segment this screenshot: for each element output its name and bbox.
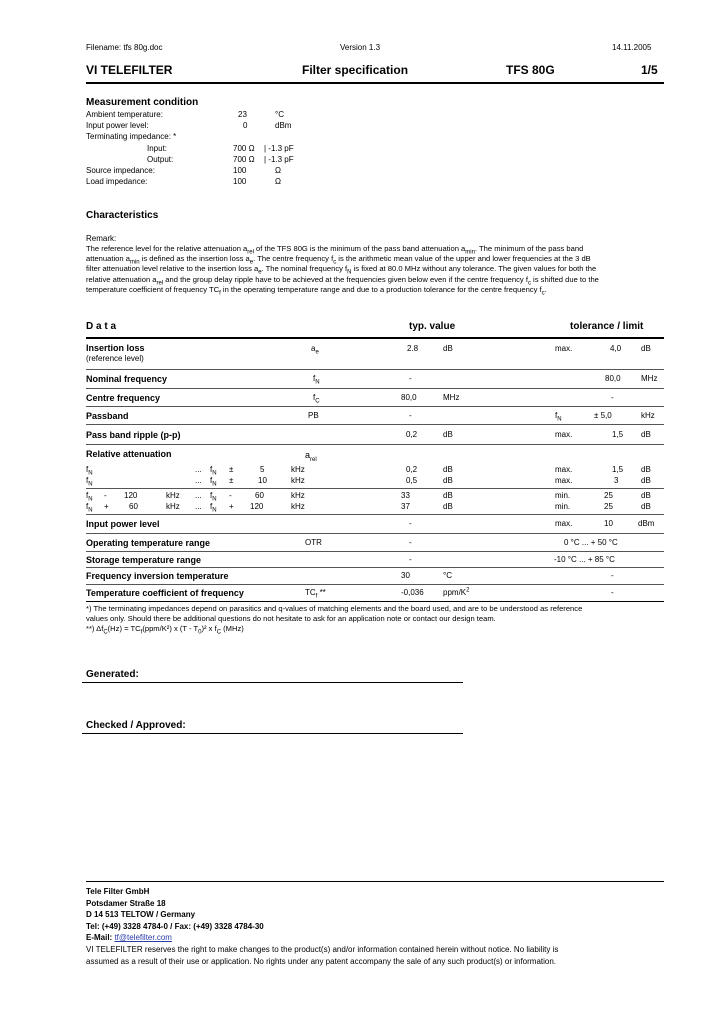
- tol-value: 80,0: [605, 374, 621, 383]
- tol-value: -: [611, 571, 614, 580]
- row-rule: [86, 369, 664, 370]
- param-name: Centre frequency: [86, 393, 161, 403]
- param-name: Input power level: [86, 519, 160, 529]
- typ-unit: dB: [443, 476, 453, 485]
- limit-type: $f_N$: [555, 411, 562, 423]
- tol-unit: dB: [641, 491, 651, 500]
- footer-company: Tele Filter GmbH: [86, 887, 150, 896]
- typ-unit: dB: [443, 430, 453, 439]
- freq-end: $f_N$: [210, 476, 217, 488]
- meas-unit: | -1.3 pF: [264, 155, 294, 164]
- range-dots: ...: [195, 502, 202, 511]
- tol-value: -: [611, 393, 614, 402]
- limit-type: min.: [555, 502, 571, 511]
- row-rule: [86, 444, 664, 445]
- footer-disclaimer-1: VI TELEFILTER reserves the right to make changes to the product(s) and/or information contained herein without notice. No liability is: [86, 945, 559, 954]
- row-rule: [86, 514, 664, 515]
- freq-start: $f_N$: [86, 476, 93, 488]
- param-name: Insertion loss: [86, 343, 145, 353]
- tol-value: 25: [604, 502, 613, 511]
- limit-type: max.: [555, 519, 573, 528]
- table-bottom-rule: [86, 601, 664, 602]
- param-symbol: $f_N$: [313, 374, 320, 386]
- meas-label: Output:: [147, 155, 174, 164]
- typ-value: 80,0: [401, 393, 417, 402]
- page-number: 1/5: [641, 63, 658, 77]
- param-name: Relative attenuation: [86, 449, 172, 459]
- param-symbol: PB: [308, 411, 319, 420]
- freq-op: ±: [229, 465, 234, 474]
- tol-value: 1,5: [612, 465, 624, 474]
- checked-signature-line: [82, 733, 463, 734]
- meas-unit: Ω: [275, 166, 281, 175]
- typ-value: -: [409, 538, 412, 547]
- date: 14.11.2005: [612, 43, 652, 52]
- col-header-tolerance: tolerance / limit: [570, 321, 644, 332]
- characteristics-title: Characteristics: [86, 210, 159, 221]
- limit-type: max.: [555, 465, 573, 474]
- header-rule: [86, 82, 664, 84]
- meas-unit: °C: [275, 110, 284, 119]
- typ-unit: °C: [443, 571, 452, 580]
- typ-value: 0,5: [406, 476, 418, 485]
- tol-value: -: [611, 588, 614, 597]
- tol-unit: kHz: [641, 411, 655, 420]
- freq-unit: kHz: [291, 491, 305, 500]
- typ-unit: dB: [443, 465, 453, 474]
- tol-value: 10: [604, 519, 613, 528]
- tol-value: -10 °C ... + 85 °C: [554, 555, 615, 564]
- row-rule: [86, 406, 664, 407]
- row-rule: [86, 584, 664, 585]
- typ-unit: dB: [443, 491, 453, 500]
- limit-type: max.: [555, 344, 573, 353]
- param-name: Passband: [86, 411, 129, 421]
- typ-value: -: [409, 519, 412, 528]
- param-name: Storage temperature range: [86, 555, 202, 565]
- tol-unit: dB: [641, 465, 651, 474]
- meas-label: Load impedance:: [86, 177, 148, 186]
- freq-unit: kHz: [166, 491, 180, 500]
- footer-city: D 14 513 TELTOW / Germany: [86, 910, 196, 919]
- part-number: TFS 80G: [506, 63, 555, 77]
- meas-value: 100: [233, 166, 247, 175]
- range-dots: ...: [195, 465, 202, 474]
- param-name: Frequency inversion temperature: [86, 571, 229, 581]
- doc-title: Filter specification: [302, 63, 409, 77]
- freq-start: $f_N$: [86, 491, 93, 503]
- meas-label: Input:: [147, 144, 168, 153]
- typ-unit: ppm/$K^2$: [443, 587, 470, 597]
- tol-unit: dB: [641, 502, 651, 511]
- freq-offset: 5: [260, 465, 265, 474]
- typ-unit: dB: [443, 344, 453, 353]
- row-rule: [86, 533, 664, 534]
- typ-value: 33: [401, 491, 410, 500]
- freq-unit: kHz: [166, 502, 180, 511]
- remark-label: Remark:: [86, 234, 117, 243]
- row-rule: [86, 388, 664, 389]
- tol-value: 25: [604, 491, 613, 500]
- freq-offset: 60: [255, 491, 264, 500]
- param-name: Operating temperature range: [86, 538, 211, 548]
- email-link[interactable]: tf@telefilter.com: [114, 933, 172, 942]
- freq-end: $f_N$: [210, 502, 217, 514]
- typ-unit: dB: [443, 502, 453, 511]
- typ-value: -: [409, 555, 412, 564]
- freq-offset: 120: [124, 491, 138, 500]
- meas-value: 23: [238, 110, 247, 119]
- typ-value: 37: [401, 502, 410, 511]
- meas-value: 0: [243, 121, 248, 130]
- typ-value: 0,2: [406, 465, 418, 474]
- col-header-typ: typ. value: [409, 321, 456, 332]
- param-symbol: OTR: [305, 538, 322, 547]
- range-dots: ...: [195, 491, 202, 500]
- meas-unit: | -1.3 pF: [264, 144, 294, 153]
- typ-value: -0,036: [401, 588, 424, 597]
- row-rule: [86, 567, 664, 568]
- meas-value: 100: [233, 177, 247, 186]
- footer-street: Potsdamer Straße 18: [86, 899, 166, 908]
- meas-label: Ambient temperature:: [86, 110, 163, 119]
- freq-offset: 10: [258, 476, 267, 485]
- tol-value: 3: [614, 476, 619, 485]
- version: Version 1.3: [340, 43, 381, 52]
- tol-value: 0 °C ... + 50 °C: [564, 538, 618, 547]
- typ-value: 2.8: [407, 344, 419, 353]
- limit-type: max.: [555, 430, 573, 439]
- meas-unit: Ω: [275, 177, 281, 186]
- meas-value: 700 Ω: [233, 144, 255, 153]
- freq-op: -: [104, 491, 107, 500]
- freq-unit: kHz: [291, 465, 305, 474]
- tol-unit: dB: [641, 476, 651, 485]
- param-symbol: $a_{rel}$: [305, 450, 317, 463]
- param-symbol: $a_e$: [311, 344, 319, 356]
- freq-op: +: [229, 502, 234, 511]
- footnotes: *) The terminating impedances depend on parasitics and q-values of matching elements and the board used, and are to be understood as reference values only. Should there be additional questions do not hesitate to ask for an application note or contact our design team. **) $\Delta f_C(Hz) = TC_f(ppm/K^2)$ x $(T - T_0)^2$ x $f_C$ (MHz): [86, 604, 583, 636]
- tol-value: 4,0: [610, 344, 622, 353]
- range-dots: ...: [195, 476, 202, 485]
- footer-email-row: [86, 933, 172, 942]
- typ-unit: MHz: [443, 393, 460, 402]
- typ-value: 0,2: [406, 430, 418, 439]
- param-name: Temperature coefficient of frequency: [86, 588, 244, 598]
- tol-unit: dB: [641, 344, 651, 353]
- footer-phone: Tel: (+49) 3328 4784-0 / Fax: (+49) 3328 4784-30: [86, 922, 264, 931]
- freq-end: $f_N$: [210, 465, 217, 477]
- footer-email-label: E-Mail:: [86, 933, 115, 942]
- tol-unit: MHz: [641, 374, 658, 383]
- param-name: Pass band ripple (p-p): [86, 430, 181, 440]
- param-subtitle: (reference level): [86, 354, 144, 363]
- row-rule: [86, 424, 664, 425]
- freq-op: +: [104, 502, 109, 511]
- remark-paragraph: The reference level for the relative attenuation $a_{rel}$ of the TFS 80G is the minimum of the pass band attenuation $a_{min}$. The minimum of the pass band attenuation $a_{min}$ is defined as the insertion loss $a_e$. The centre frequency $f_c$ is the arithmetic mean value of the upper and lower frequencies at the 3 dB filter attenuation level relative to the insertion loss $a_e$. The nominal frequency $f_N$ is fixed at 80.0 MHz without any tolerance. The given values for both the relative attenuation $a_{rel}$ and the group delay ripple have to be achieved at the frequencies given below even if the centre frequency $f_c$ is shifted due to the temperature coefficient of frequency $TC_f$ in the operating temperature range and due to a production tolerance for the centre frequency $f_c$.: [86, 244, 599, 297]
- typ-value: -: [409, 411, 412, 420]
- checked-label: Checked / Approved:: [86, 720, 186, 731]
- footer-rule: [86, 881, 664, 882]
- freq-end: $f_N$: [210, 491, 217, 503]
- company-logo: VI TELEFILTER: [86, 63, 173, 77]
- tol-value: ± 5,0: [594, 411, 612, 420]
- limit-type: min.: [555, 491, 571, 500]
- meas-label: Source impedance:: [86, 166, 155, 175]
- filename: Filename: tfs 80g.doc: [86, 43, 163, 52]
- typ-value: 30: [401, 571, 410, 580]
- limit-type: max.: [555, 476, 573, 485]
- generated-label: Generated:: [86, 669, 139, 680]
- meas-label: Input power level:: [86, 121, 149, 130]
- row-rule: [86, 551, 664, 552]
- generated-signature-line: [82, 682, 463, 683]
- row-rule: [86, 488, 664, 489]
- tol-unit: dB: [641, 430, 651, 439]
- footer-disclaimer-2: assumed as a result of their use or application. No rights under any patent accompany the sale of any such product(s) or information.: [86, 957, 557, 966]
- freq-start: $f_N$: [86, 502, 93, 514]
- freq-op: -: [229, 491, 232, 500]
- meas-value: 700 Ω: [233, 155, 255, 164]
- param-symbol: $TC_f$ **: [305, 588, 326, 600]
- meas-unit: dBm: [275, 121, 292, 130]
- freq-unit: kHz: [291, 476, 305, 485]
- param-symbol: $f_C$: [313, 393, 320, 405]
- tol-value: 1,5: [612, 430, 624, 439]
- freq-offset: 60: [129, 502, 138, 511]
- meas-label: Terminating impedance: *: [86, 132, 177, 141]
- measurement-title: Measurement condition: [86, 97, 199, 108]
- typ-value: -: [409, 374, 412, 383]
- table-top-rule: [86, 337, 664, 339]
- tol-unit: dBm: [638, 519, 655, 528]
- freq-start: $f_N$: [86, 465, 93, 477]
- freq-op: ±: [229, 476, 234, 485]
- freq-offset: 120: [250, 502, 264, 511]
- col-header-data: D a t a: [86, 321, 117, 332]
- freq-unit: kHz: [291, 502, 305, 511]
- param-name: Nominal frequency: [86, 374, 168, 384]
